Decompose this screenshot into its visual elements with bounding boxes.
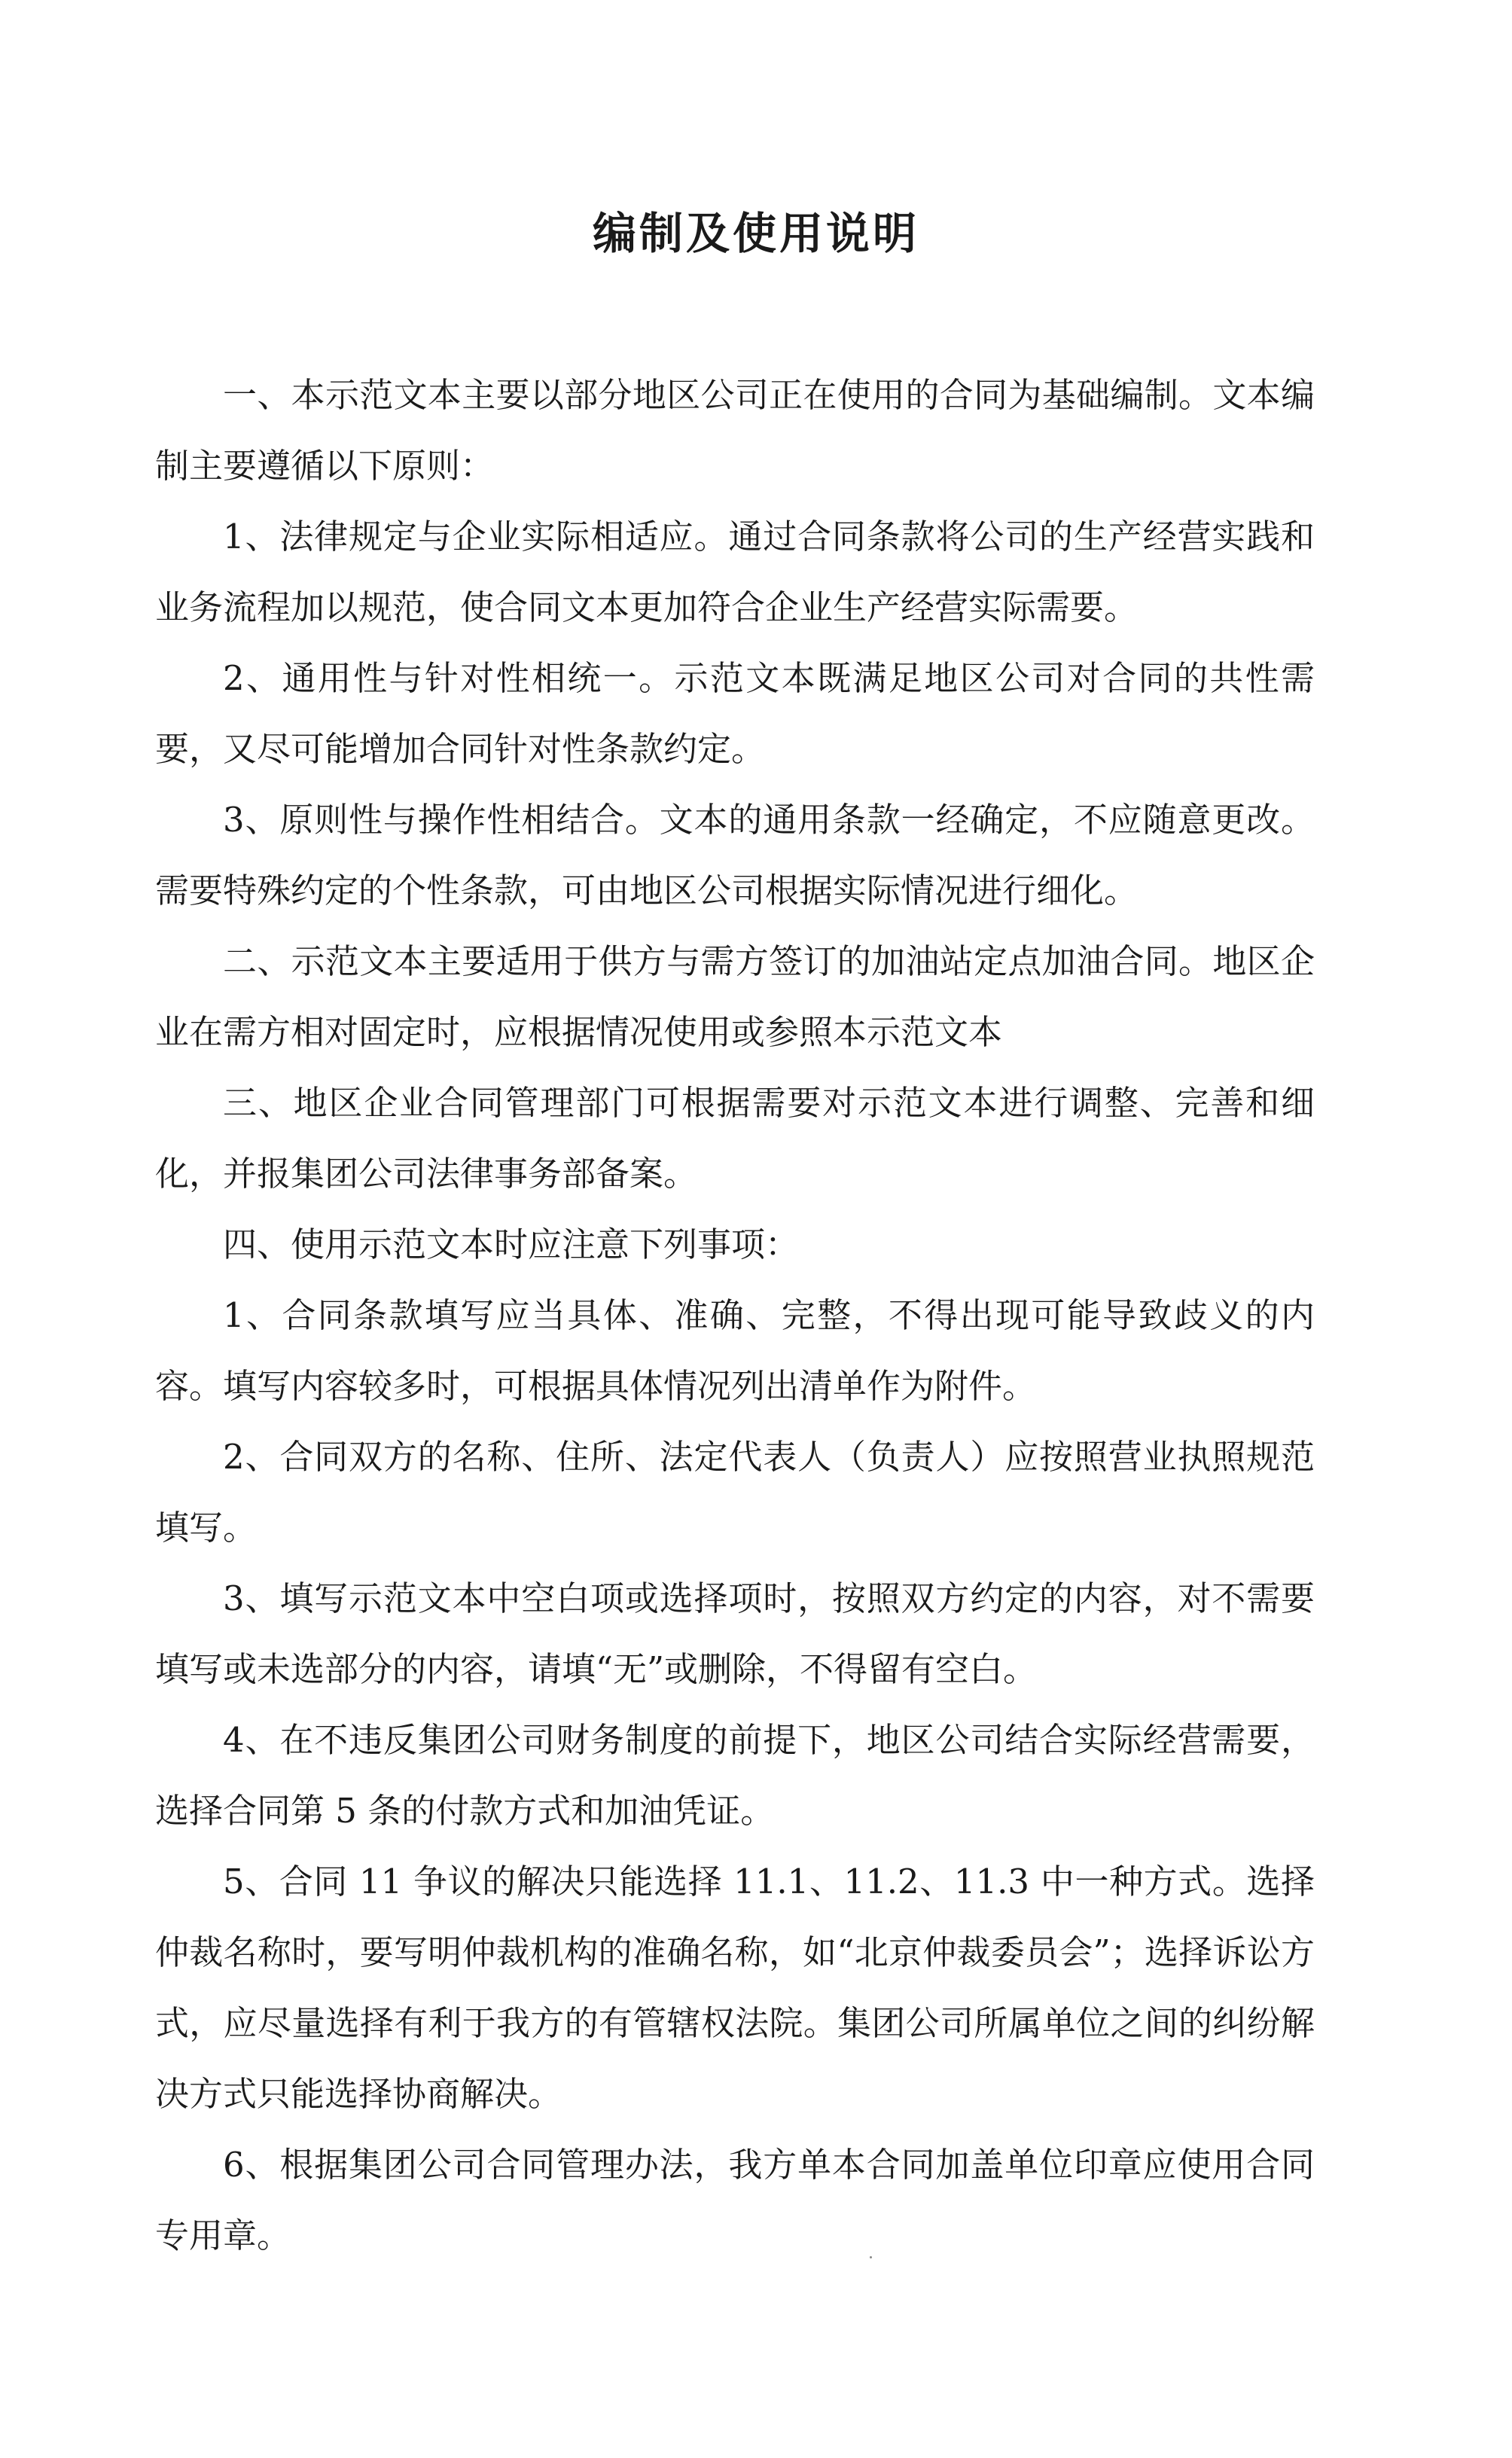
paragraph-3: 2、通用性与针对性相统一。示范文本既满足地区公司对合同的共性需要，又尽可能增加合同针对性条款约定。 <box>155 658 1315 769</box>
paragraph-8: 1、合同条款填写应当具体、准确、完整，不得出现可能导致歧义的内容。填写内容较多时，可根据具体情况列出清单作为附件。 <box>155 1295 1315 1406</box>
document-body <box>155 360 1315 2271</box>
paragraph-1: 一、本示范文本主要以部分地区公司正在使用的合同为基础编制。文本编制主要遵循以下原则： <box>155 375 1315 486</box>
paragraph-10: 3、填写示范文本中空白项或选择项时，按照双方约定的内容，对不需要填写或未选部分的内容，请填“无”或删除，不得留有空白。 <box>155 1578 1315 1689</box>
paragraph-5: 二、示范文本主要适用于供方与需方签订的加油站定点加油合同。地区企业在需方相对固定时，应根据情况使用或参照本示范文本 <box>155 941 1315 1052</box>
paragraph-13: 6、根据集团公司合同管理办法，我方单本合同加盖单位印章应使用合同专用章。 <box>155 2145 1315 2255</box>
paragraph-6: 三、地区企业合同管理部门可根据需要对示范文本进行调整、完善和细化，并报集团公司法律事务部备案。 <box>155 1083 1315 1194</box>
paragraph-11: 4、在不违反集团公司财务制度的前提下，地区公司结合实际经营需要，选择合同第 5 条的付款方式和加油凭证。 <box>155 1720 1315 1831</box>
scan-speck <box>870 2256 872 2258</box>
page-title: 编制及使用说明 <box>592 208 919 259</box>
paragraph-9: 2、合同双方的名称、住所、法定代表人（负责人）应按照营业执照规范填写。 <box>155 1437 1315 1548</box>
paragraph-2: 1、法律规定与企业实际相适应。通过合同条款将公司的生产经营实践和业务流程加以规范，使合同文本更加符合企业生产经营实际需要。 <box>155 517 1315 627</box>
paragraph-12: 5、合同 11 争议的解决只能选择 11.1、11.2、11.3 中一种方式。选择仲裁名称时，要写明仲裁机构的准确名称，如“北京仲裁委员会”；选择诉讼方式，应尽量选择有利于我方的有管辖权法院。集团公司所属单位之间的纠纷解决方式只能选择协商解决。 <box>155 1862 1315 2114</box>
paragraph-7: 四、使用示范文本时应注意下列事项： <box>223 1224 800 1264</box>
paragraph-4: 3、原则性与操作性相结合。文本的通用条款一经确定，不应随意更改。需要特殊约定的个性条款，可由地区公司根据实际情况进行细化。 <box>155 800 1315 910</box>
